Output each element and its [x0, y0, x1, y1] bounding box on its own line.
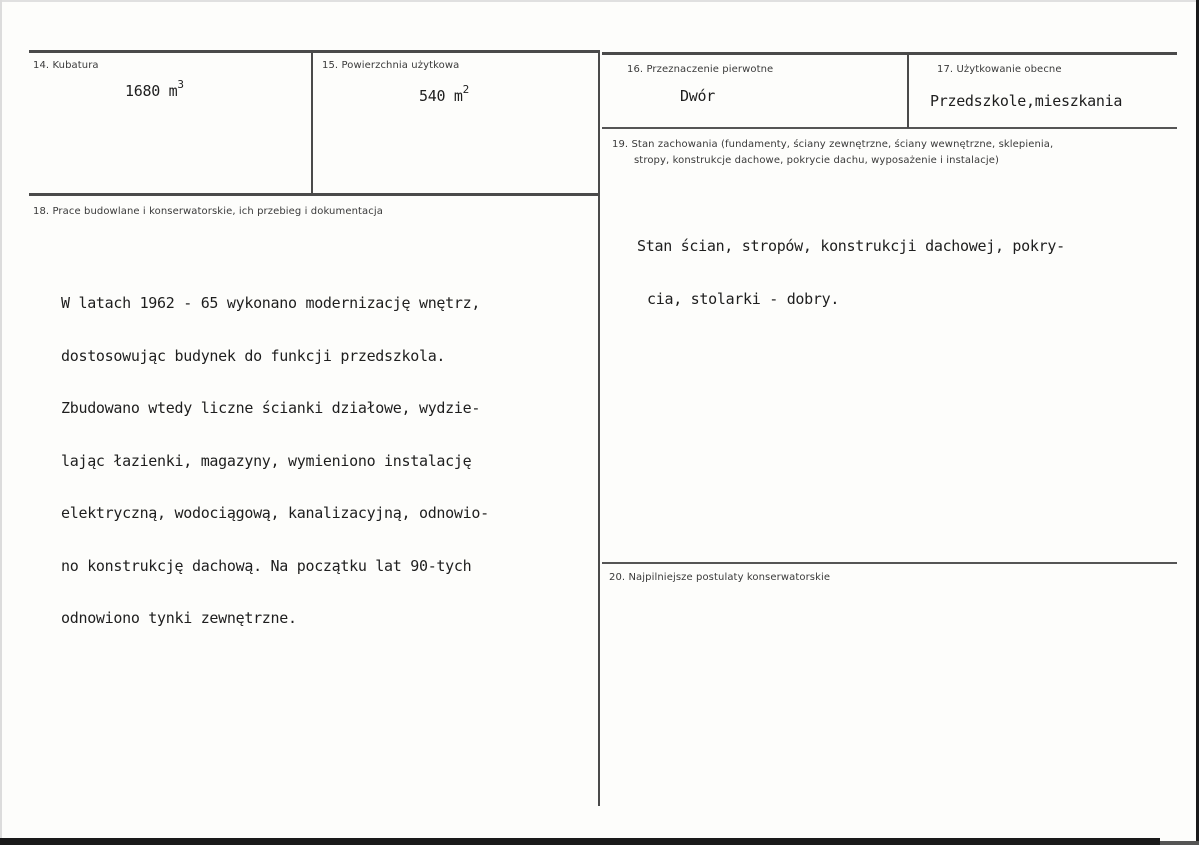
divider-14-15 [311, 50, 313, 195]
page-edge-top [0, 0, 1199, 2]
rule-above-18 [29, 193, 599, 196]
field-18-line: dostosowując budynek do funkcji przedszkola. [61, 346, 446, 365]
field-18-label: 18. Prace budowlane i konserwatorskie, ich przebieg i dokumentacja [33, 206, 383, 217]
field-17-value: Przedszkole,mieszkania [930, 92, 1123, 110]
field-20-label: 20. Najpilniejsze postulaty konserwatorskie [609, 572, 831, 583]
field-18-line: odnowiono tynki zewnętrzne. [61, 609, 297, 627]
top-rule-left [29, 50, 599, 53]
page-edge-bottom [0, 838, 1160, 845]
field-16-value: Dwór [680, 87, 715, 105]
field-14-value [125, 78, 184, 100]
field-15-label: 15. Powierzchnia użytkowa [322, 60, 460, 71]
page-edge-bottom-tail [1160, 841, 1199, 845]
page-edge-left [0, 0, 2, 845]
field-18-text [61, 260, 489, 663]
field-15-value [419, 83, 469, 105]
field-18-line: no konstrukcję dachową. Na początku lat 90-tych [61, 556, 472, 575]
field-18-line: lając łazienki, magazyny, wymieniono instalację [61, 451, 472, 470]
field-17-label: 17. Użytkowanie obecne [937, 64, 1062, 75]
field-15-exponent: 2 [462, 83, 469, 96]
field-14-exponent: 3 [177, 78, 184, 91]
field-16-label: 16. Przeznaczenie pierwotne [627, 64, 774, 75]
divider-center [598, 50, 600, 806]
field-19-label-line1: 19. Stan zachowania (fundamenty, ściany zewnętrzne, ściany wewnętrzne, sklepienia, [612, 139, 1054, 150]
rule-above-20 [602, 562, 1177, 564]
top-rule-right [602, 52, 1177, 55]
field-19-label-line2: stropy, konstrukcje dachowe, pokrycie dachu, wyposażenie i instalacje) [634, 155, 999, 166]
divider-16-17 [907, 52, 909, 128]
field-18-line: elektryczną, wodociągową, kanalizacyjną, odnowio- [61, 504, 489, 522]
field-19-line: cia, stolarki - dobry. [647, 289, 840, 308]
field-18-line: W latach 1962 - 65 wykonano modernizację wnętrz, [61, 294, 481, 312]
field-19-line: Stan ścian, stropów, konstrukcji dachowej, pokry- [637, 237, 1065, 255]
field-19-text [637, 203, 1065, 343]
field-14-value-text: 1680 m [125, 82, 178, 100]
field-15-value-text: 540 m [419, 87, 463, 105]
field-14-label: 14. Kubatura [33, 60, 99, 71]
field-18-line: Zbudowano wtedy liczne ścianki działowe, wydzie- [61, 399, 481, 417]
rule-below-16-17 [602, 127, 1177, 129]
